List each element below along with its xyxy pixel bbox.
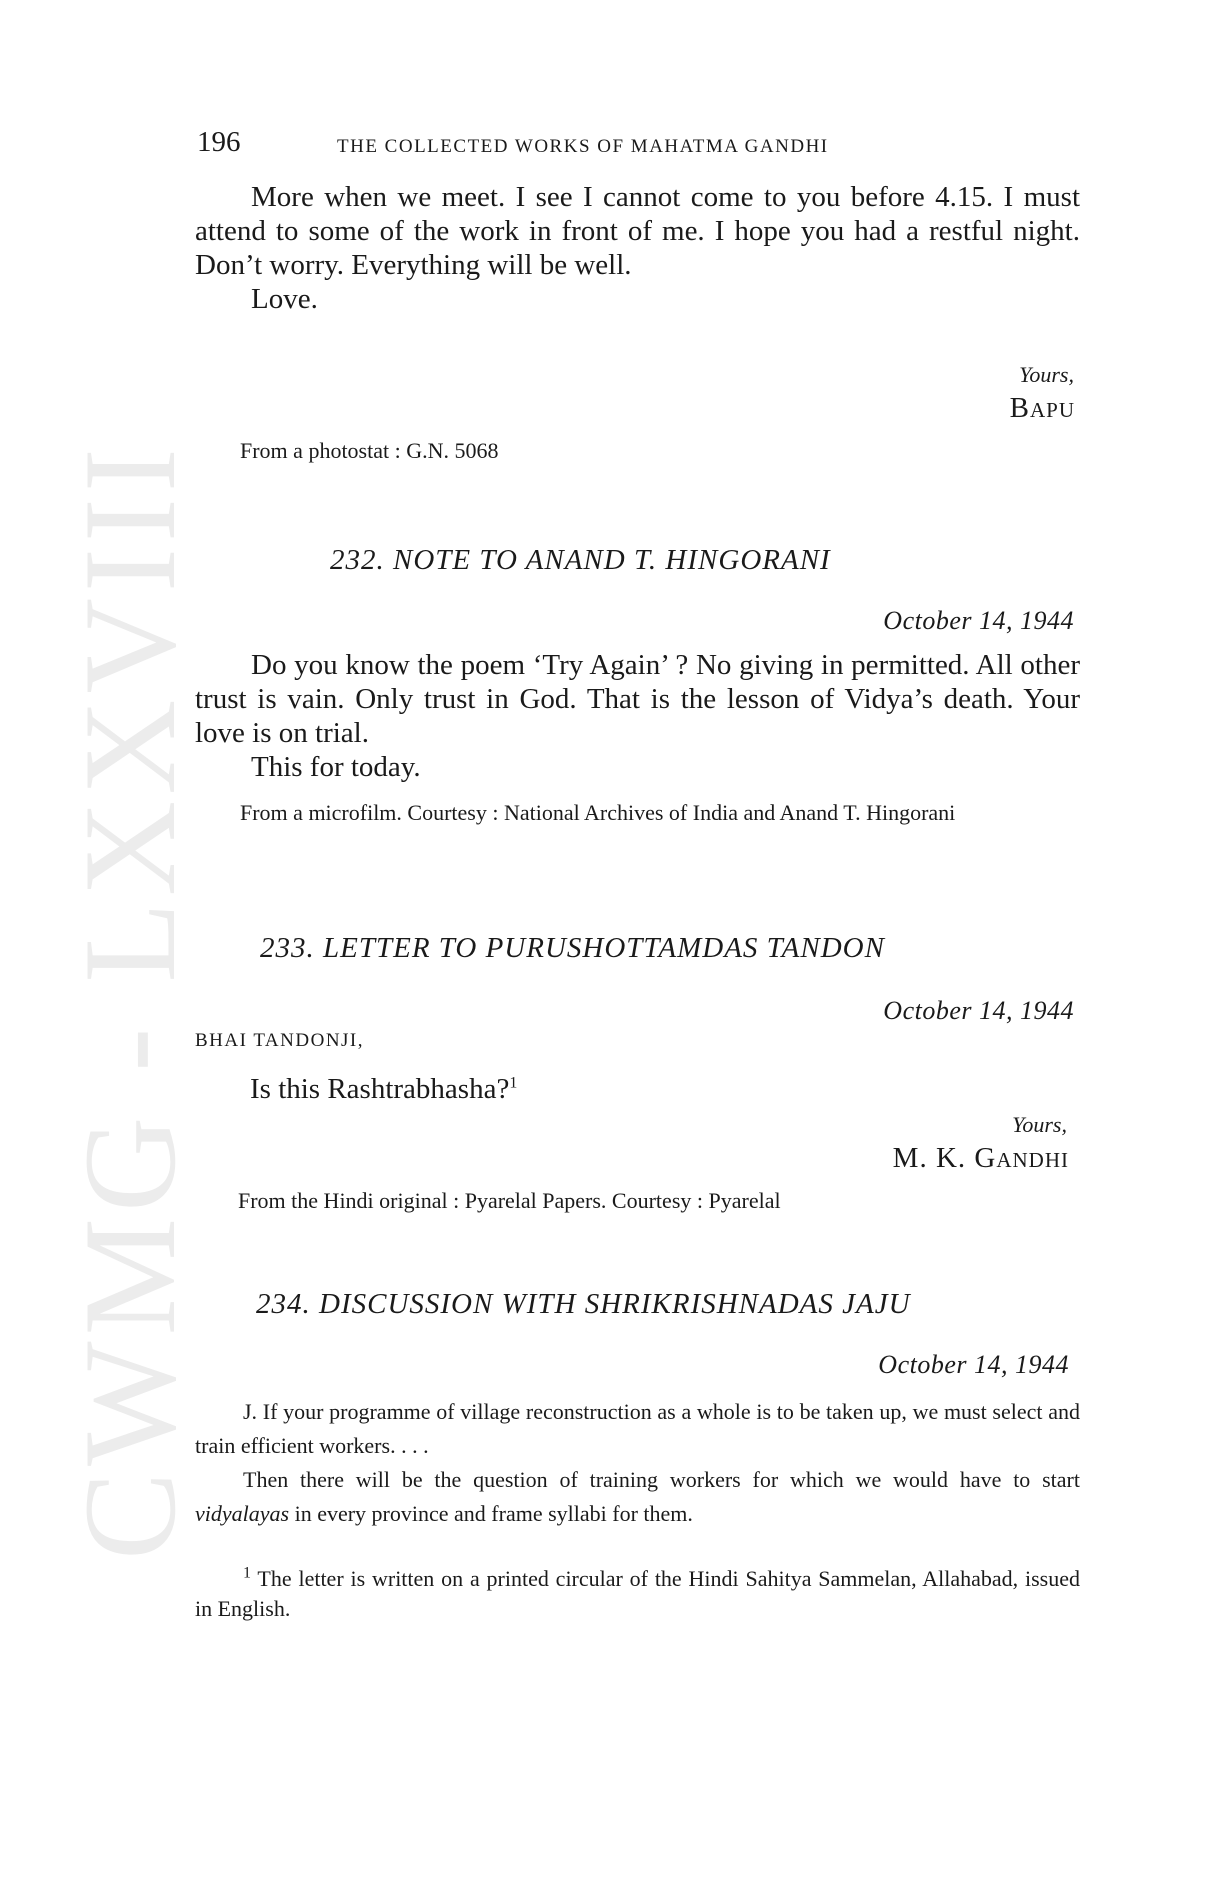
item-233-title: 233. LETTER TO PURUSHOTTAMDAS TANDON bbox=[260, 932, 885, 964]
page-number: 196 bbox=[197, 126, 241, 158]
prev-letter-paragraph: More when we meet. I see I cannot come to you before 4.15. I must attend to some of the work in front of me. I hope you had a restful night. Don’t worry. Everything will be well. bbox=[195, 181, 1080, 281]
item-232-title: 232. NOTE TO ANAND T. HINGORANI bbox=[330, 544, 831, 576]
prev-letter-signature bbox=[1010, 392, 1075, 425]
prev-letter-closing: Yours, bbox=[1019, 362, 1074, 387]
prev-letter-source: From a photostat : G.N. 5068 bbox=[240, 438, 499, 463]
item-233-closing: Yours, bbox=[1012, 1112, 1067, 1137]
watermark: CWMG - LXXVIII bbox=[56, 442, 203, 1560]
item-234-title: 234. DISCUSSION WITH SHRIKRISHNADAS JAJU bbox=[256, 1288, 911, 1320]
item-232-source: From a microfilm. Courtesy : National Archives of India and Anand T. Hingorani bbox=[240, 800, 956, 825]
item-232-body bbox=[195, 648, 1080, 784]
prev-letter-love: Love. bbox=[251, 283, 318, 315]
item-234-date: October 14, 1944 bbox=[878, 1350, 1069, 1379]
footnote bbox=[195, 1564, 1080, 1624]
signature-initial: B bbox=[1009, 392, 1030, 424]
paragraph-end: in every province and frame syllabi for them. bbox=[289, 1501, 693, 1526]
paragraph-start: Then there will be the question of training workers for which we would have to start bbox=[243, 1467, 1080, 1492]
italic-term: vidyalayas bbox=[195, 1501, 290, 1526]
page-header bbox=[197, 126, 1077, 166]
signature-main: M. K. G bbox=[892, 1142, 997, 1174]
footnote-ref: 1 bbox=[509, 1074, 518, 1092]
prev-letter-body bbox=[195, 180, 1080, 316]
item-232-paragraph: Do you know the poem ‘Try Again’ ? No giving in permitted. All other trust is vain. Only trust in God. That is the lesson of Vidya’s death. Your love is on trial. bbox=[195, 649, 1080, 749]
signature-rest: APU bbox=[1029, 398, 1075, 422]
item-233-signature bbox=[893, 1142, 1069, 1175]
running-title: THE COLLECTED WORKS OF MAHATMA GANDHI bbox=[337, 136, 829, 157]
footnote-marker: 1 bbox=[243, 1564, 251, 1582]
signature-rest: ANDHI bbox=[996, 1148, 1069, 1172]
item-233-source: From the Hindi original : Pyarelal Papers. Courtesy : Pyarelal bbox=[238, 1188, 781, 1213]
item-234-paragraph-2 bbox=[195, 1463, 1080, 1531]
footnote-text: The letter is written on a printed circular of the Hindi Sahitya Sammelan, Allahabad, issued in English. bbox=[195, 1566, 1080, 1621]
item-232-paragraph-2: This for today. bbox=[251, 751, 421, 783]
item-234-paragraph: J. If your programme of village reconstruction as a whole is to be taken up, we must select and train efficient workers. . . . bbox=[195, 1399, 1080, 1458]
item-233-salutation: BHAI TANDONJI, bbox=[195, 1030, 365, 1051]
item-233-date: October 14, 1944 bbox=[883, 996, 1074, 1025]
item-232-date: October 14, 1944 bbox=[883, 606, 1074, 635]
item-233-body bbox=[250, 1072, 950, 1106]
item-233-paragraph: Is this Rashtrabhasha? bbox=[250, 1073, 510, 1105]
